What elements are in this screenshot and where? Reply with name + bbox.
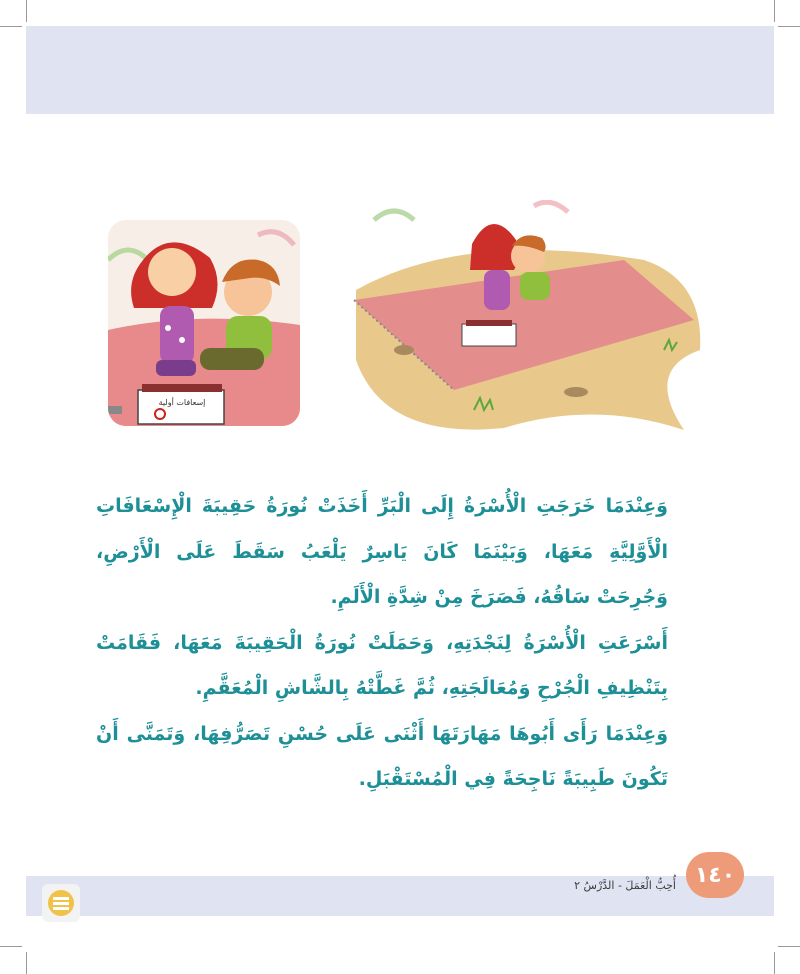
footer-lesson-title: أُحِبُّ الْعَمَلَ - الدَّرْسُ ٢ (574, 879, 676, 892)
crop-mark (0, 946, 22, 947)
crop-mark (26, 0, 27, 22)
illustration-family-picnic (344, 200, 714, 440)
crop-mark (774, 952, 775, 974)
story-text (96, 484, 668, 803)
illustration-girl-treating-boy (108, 220, 300, 426)
story-paragraph: أَسْرَعَتِ الْأُسْرَةُ لِنَجْدَتِهِ، وَحَمَلَتْ نُورَةُ الْحَقِيبَةَ مَعَهَا، فَقَامَتْ بِتَنْظِيفِ الْجُرْحِ وَمُعَالَجَتِهِ، ثُمَّ غَطَّتْهُ بِالشَّاشِ الْمُعَقَّمِ. (96, 631, 668, 699)
crop-mark (26, 952, 27, 974)
story-paragraph: وَعِنْدَمَا خَرَجَتِ الْأُسْرَةُ إِلَى الْبَرِّ أَخَذَتْ نُورَةُ حَقِيبَةَ الْإِسْعَافَاتِ الْأَوَّلِيَّةِ مَعَهَا، وَبَيْنَمَا كَانَ يَاسِرٌ يَلْعَبُ سَقَطَ عَلَى الْأَرْضِ، وَجُرِحَتْ سَاقُهُ، فَصَرَخَ مِنْ شِدَّةِ الْأَلَمِ. (96, 495, 668, 608)
crop-mark (778, 26, 800, 27)
page-number-badge: ١٤٠ (686, 852, 744, 898)
first-aid-box-label: إسعافات أولية (158, 398, 206, 407)
story-paragraph: وَعِنْدَمَا رَأَى أَبُوهَا مَهَارَتَهَا أَثْنَى عَلَى حُسْنِ تَصَرُّفِهَا، وَتَمَنَّى أَنْ تَكُونَ طَبِيبَةً نَاجِحَةً فِي الْمُسْتَقْبَلِ. (96, 722, 668, 790)
top-banner (26, 26, 774, 114)
crop-mark (774, 0, 775, 22)
crop-mark (778, 946, 800, 947)
crop-mark (0, 26, 22, 27)
publisher-logo-icon (42, 884, 80, 922)
